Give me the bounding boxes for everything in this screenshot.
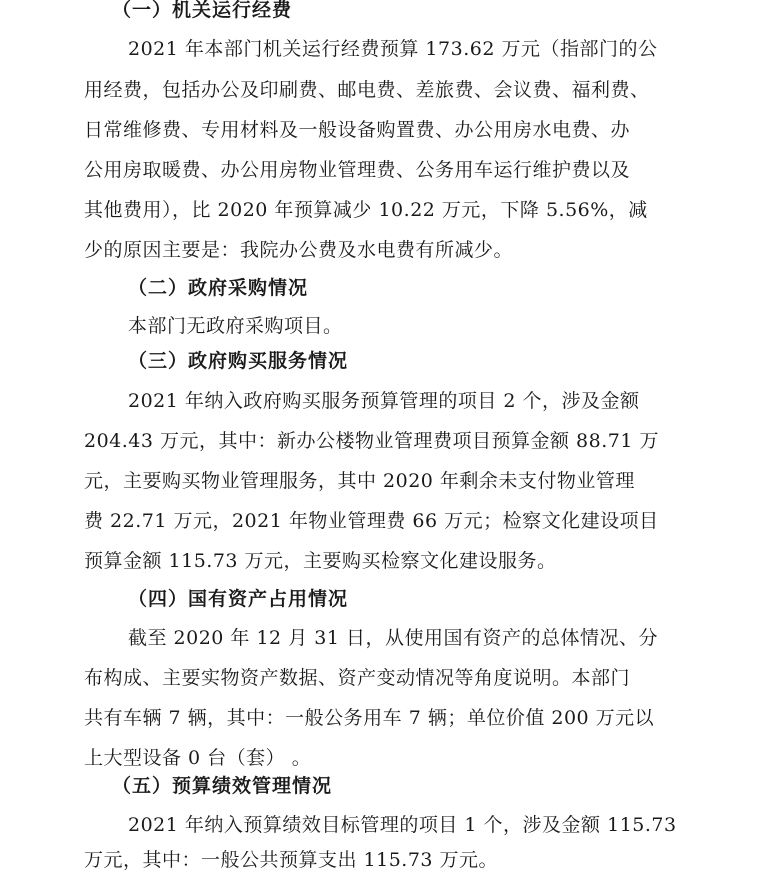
paragraph-line: 截至 2020 年 12 月 31 日，从使用国有资产的总体情况、分: [128, 627, 658, 649]
paragraph-line: 布构成、主要实物资产数据、资产变动情况等角度说明。本部门: [84, 667, 631, 689]
paragraph-line: 费 22.71 万元，2021 年物业管理费 66 万元；检察文化建设项目: [84, 510, 659, 532]
paragraph-line: 上大型设备 0 台（套） 。: [84, 747, 312, 769]
paragraph-line: 日常维修费、专用材料及一般设备购置费、办公用房水电费、办: [84, 119, 631, 141]
section-heading: （五）预算绩效管理情况: [112, 775, 333, 797]
paragraph-line: 2021 年纳入预算绩效目标管理的项目 1 个，涉及金额 115.73: [128, 814, 677, 836]
section-heading: （四）国有资产占用情况: [128, 588, 349, 610]
paragraph-line: 万元，其中：一般公共预算支出 115.73 万元。: [84, 849, 499, 871]
paragraph-line: 公用房取暖费、办公用房物业管理费、公务用车运行维护费以及: [84, 159, 631, 181]
section-heading: （三）政府购买服务情况: [128, 350, 349, 372]
paragraph-line: 预算金额 115.73 万元，主要购买检察文化建设服务。: [84, 550, 557, 572]
paragraph-line: 本部门无政府采购项目。: [128, 315, 343, 337]
paragraph-line: 其他费用），比 2020 年预算减少 10.22 万元，下降 5.56%，减: [84, 199, 648, 221]
paragraph-line: 204.43 万元，其中：新办公楼物业管理费项目预算金额 88.71 万: [84, 430, 659, 452]
paragraph-line: 用经费，包括办公及印刷费、邮电费、差旅费、会议费、福利费、: [84, 79, 650, 101]
paragraph-line: 2021 年本部门机关运行经费预算 173.62 万元（指部门的公: [128, 38, 658, 60]
paragraph-line: 共有车辆 7 辆，其中：一般公务用车 7 辆；单位价值 200 万元以: [84, 707, 655, 729]
section-heading: （一）机关运行经费: [112, 0, 293, 21]
paragraph-line: 2021 年纳入政府购买服务预算管理的项目 2 个，涉及金额: [128, 390, 640, 412]
paragraph-line: 元，主要购买物业管理服务，其中 2020 年剩余未支付物业管理: [84, 470, 635, 492]
page-bottom-edge: [0, 872, 764, 880]
section-heading: （二）政府采购情况: [128, 277, 309, 299]
paragraph-line: 少的原因主要是：我院办公费及水电费有所减少。: [84, 239, 514, 261]
